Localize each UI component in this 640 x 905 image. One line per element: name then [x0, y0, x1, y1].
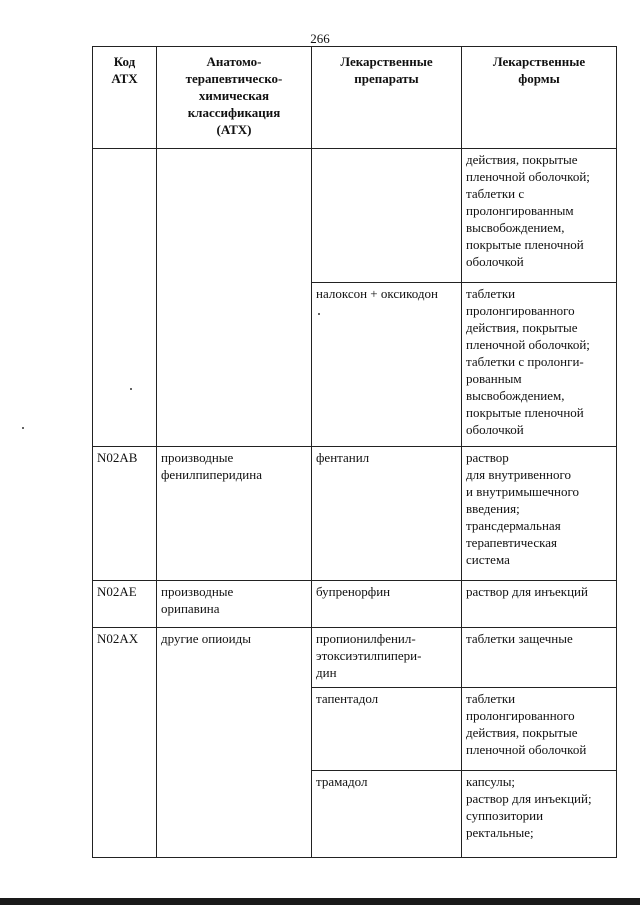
table-row [93, 447, 617, 581]
scan-speck [130, 388, 132, 390]
drug-cell: трамадол [312, 771, 462, 858]
dosage-form-cell: раствор для инъекций [462, 581, 617, 628]
scan-speck [318, 313, 320, 315]
dosage-form-cell: раствор для внутривенного и внутримышечного введения; трансдермальная терапевтическая система [462, 447, 617, 581]
code-cell: N02AX [93, 628, 157, 858]
scan-speck [22, 427, 24, 429]
drug-cell: тапентадол [312, 688, 462, 771]
page-number: 266 [310, 31, 330, 46]
classification-cell: производные фенилпиперидина [157, 447, 312, 581]
dosage-form-cell: таблетки защечные [462, 628, 617, 688]
code-cell: N02AB [93, 447, 157, 581]
code-cell: N02AE [93, 581, 157, 628]
drug-cell: бупренорфин [312, 581, 462, 628]
dosage-form-cell: действия, покрытые пленочной оболочкой; таблетки с пролонгированным высвобождением, покрытые пленочной оболочкой [462, 149, 617, 283]
dosage-form-cell: капсулы; раствор для инъекций; суппозитории ректальные; [462, 771, 617, 858]
drug-cell: пропионилфенил- этоксиэтилпипери- дин [312, 628, 462, 688]
table-row [93, 628, 617, 688]
classification-cell: другие опиоиды [157, 628, 312, 858]
drug-cell: налоксон + оксикодон [312, 283, 462, 447]
header-atx-classification: Анатомо- терапевтическо- химическая классификация (АТХ) [157, 47, 312, 149]
code-cell [93, 149, 157, 447]
header-dosage-forms: Лекарственные формы [462, 47, 617, 149]
dosage-form-cell: таблетки пролонгированного действия, покрытые пленочной оболочкой [462, 688, 617, 771]
classification-cell [157, 149, 312, 447]
scan-border [0, 898, 640, 905]
table-row [93, 581, 617, 628]
header-drugs: Лекарственные препараты [312, 47, 462, 149]
atx-drug-table [92, 46, 617, 858]
header-code-atx: Код АТХ [93, 47, 157, 149]
table-header-row [93, 47, 617, 149]
table-row [93, 149, 617, 283]
drug-cell [312, 149, 462, 283]
dosage-form-cell: таблетки пролонгированного действия, покрытые пленочной оболочкой; таблетки с пролонги- рованным высвобождением, покрытые пленочной оболочкой [462, 283, 617, 447]
drug-cell: фентанил [312, 447, 462, 581]
classification-cell: производные орипавина [157, 581, 312, 628]
